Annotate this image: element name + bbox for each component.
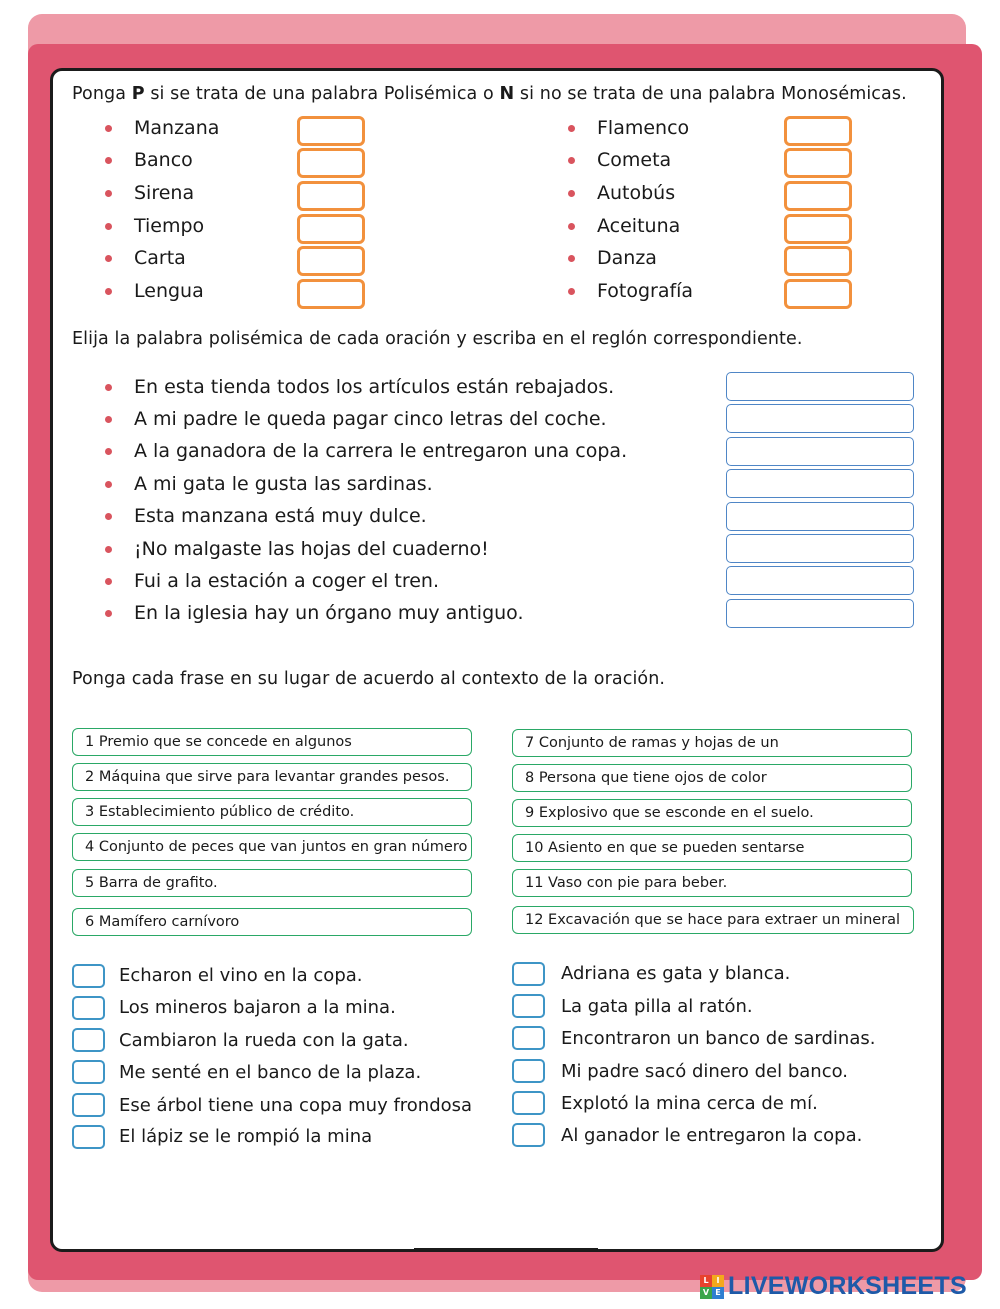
bullet-icon (105, 288, 112, 295)
bullet-icon (568, 255, 575, 262)
answer-field-4[interactable] (726, 469, 914, 498)
section1-instruction (72, 84, 907, 104)
context-sentence: Mi padre sacó dinero del banco. (561, 1061, 849, 1082)
sentence-text: A mi padre le queda pagar cinco letras del coche. (134, 408, 607, 430)
drop-target-right-3[interactable] (512, 1026, 545, 1050)
logo-text: LIVEWORKSHEETS (728, 1272, 967, 1300)
answer-input-manzana[interactable] (297, 116, 365, 146)
word-label: Manzana (134, 117, 220, 139)
answer-field-5[interactable] (726, 502, 914, 531)
bullet-icon (105, 416, 112, 423)
word-item (568, 247, 657, 269)
bullet-icon (105, 481, 112, 488)
sentence-item (105, 602, 524, 624)
answer-field-6[interactable] (726, 534, 914, 563)
context-sentence: La gata pilla al ratón. (561, 996, 753, 1017)
bullet-icon (568, 157, 575, 164)
bullet-icon (105, 255, 112, 262)
word-item (105, 117, 219, 139)
bullet-icon (105, 125, 112, 132)
answer-input-danza[interactable] (784, 246, 852, 276)
answer-input-autobus[interactable] (784, 181, 852, 211)
word-label: Tiempo (134, 215, 205, 237)
word-label: Sirena (134, 182, 195, 204)
logo-letter: I (712, 1275, 724, 1287)
answer-input-fotografia[interactable] (784, 279, 852, 309)
answer-input-aceituna[interactable] (784, 214, 852, 244)
answer-input-carta[interactable] (297, 246, 365, 276)
drop-target-right-5[interactable] (512, 1091, 545, 1115)
context-sentence: Al ganador le entregaron la copa. (561, 1125, 863, 1146)
answer-input-cometa[interactable] (784, 148, 852, 178)
answer-field-7[interactable] (726, 566, 914, 595)
bullet-icon (568, 125, 575, 132)
definition-card-2[interactable]: 2 Máquina que sirve para levantar grandes pesos. (72, 763, 472, 791)
bullet-icon (568, 288, 575, 295)
context-sentence: Adriana es gata y blanca. (561, 963, 791, 984)
word-label: Aceituna (597, 215, 681, 237)
drop-target-left-2[interactable] (72, 996, 105, 1020)
logo-letter: E (712, 1287, 724, 1299)
word-item (105, 247, 186, 269)
word-label: Autobús (597, 182, 676, 204)
instruction-bold-n: N (499, 84, 515, 104)
bullet-icon (105, 157, 112, 164)
definition-card-1[interactable]: 1 Premio que se concede en algunos (72, 728, 472, 756)
word-item (568, 280, 693, 302)
definition-card-7[interactable]: 7 Conjunto de ramas y hojas de un (512, 729, 912, 757)
definition-card-11[interactable]: 11 Vaso con pie para beber. (512, 869, 912, 897)
drop-target-left-6[interactable] (72, 1125, 105, 1149)
answer-field-3[interactable] (726, 437, 914, 466)
word-item (568, 149, 671, 171)
sentence-item (105, 440, 627, 462)
word-item (568, 215, 680, 237)
definition-card-9[interactable]: 9 Explosivo que se esconde en el suelo. (512, 799, 912, 827)
drop-target-right-1[interactable] (512, 962, 545, 986)
context-sentence: El lápiz se le rompió la mina (119, 1126, 373, 1147)
answer-input-banco[interactable] (297, 148, 365, 178)
drop-target-left-3[interactable] (72, 1028, 105, 1052)
context-sentence: Los mineros bajaron a la mina. (119, 997, 396, 1018)
sentence-text: En la iglesia hay un órgano muy antiguo. (134, 602, 524, 624)
word-item (105, 182, 194, 204)
sentence-item (105, 570, 439, 592)
sentence-text: ¡No malgaste las hojas del cuaderno! (134, 538, 489, 560)
drop-target-right-4[interactable] (512, 1059, 545, 1083)
sentence-text: En esta tienda todos los artículos están rebajados. (134, 376, 615, 398)
word-item (568, 117, 689, 139)
answer-input-sirena[interactable] (297, 181, 365, 211)
drop-target-right-2[interactable] (512, 994, 545, 1018)
answer-input-tiempo[interactable] (297, 214, 365, 244)
bullet-icon (105, 384, 112, 391)
drop-target-left-5[interactable] (72, 1093, 105, 1117)
bullet-icon (105, 190, 112, 197)
sentence-item (105, 505, 427, 527)
drop-target-right-6[interactable] (512, 1123, 545, 1147)
bullet-icon (568, 223, 575, 230)
drop-target-left-1[interactable] (72, 964, 105, 988)
bullet-icon (568, 190, 575, 197)
section2-instruction: Elija la palabra polisémica de cada oración y escriba en el reglón correspondiente. (72, 329, 803, 349)
bullet-icon (105, 610, 112, 617)
definition-card-3[interactable]: 3 Establecimiento público de crédito. (72, 798, 472, 826)
instruction-text: si se trata de una palabra Polisémica o (144, 84, 500, 104)
sentence-text: Fui a la estación a coger el tren. (134, 570, 439, 592)
answer-field-1[interactable] (726, 372, 914, 401)
answer-input-flamenco[interactable] (784, 116, 852, 146)
word-label: Carta (134, 247, 186, 269)
definition-card-8[interactable]: 8 Persona que tiene ojos de color (512, 764, 912, 792)
instruction-text: si no se trata de una palabra Monosémicas. (514, 84, 907, 104)
word-item (105, 215, 204, 237)
definition-card-12[interactable]: 12 Excavación que se hace para extraer un mineral (512, 906, 914, 934)
word-label: Cometa (597, 149, 672, 171)
logo-letter: L (700, 1275, 712, 1287)
word-label: Fotografía (597, 280, 694, 302)
context-sentence: Ese árbol tiene una copa muy frondosa (119, 1095, 473, 1116)
word-label: Lengua (134, 280, 204, 302)
instruction-text: Ponga (72, 84, 132, 104)
word-label: Flamenco (597, 117, 690, 139)
sentence-text: Esta manzana está muy dulce. (134, 505, 427, 527)
word-item (568, 182, 675, 204)
sentence-item (105, 538, 489, 560)
bullet-icon (105, 448, 112, 455)
context-sentence: Echaron el vino en la copa. (119, 965, 363, 986)
word-item (105, 280, 204, 302)
definition-card-5[interactable]: 5 Barra de grafito. (72, 869, 472, 897)
word-label: Banco (134, 149, 193, 171)
logo-letter: V (700, 1287, 712, 1299)
sentence-item (105, 408, 607, 430)
bullet-icon (105, 578, 112, 585)
instruction-bold-p: P (131, 84, 145, 104)
word-item (105, 149, 193, 171)
sentence-item (105, 376, 614, 398)
context-sentence: Me senté en el banco de la plaza. (119, 1062, 422, 1083)
sentence-text: A mi gata le gusta las sardinas. (134, 473, 433, 495)
footer-divider (414, 1248, 598, 1251)
drop-target-left-4[interactable] (72, 1060, 105, 1084)
context-sentence: Encontraron un banco de sardinas. (561, 1028, 876, 1049)
sentence-text: A la ganadora de la carrera le entregaron una copa. (134, 440, 628, 462)
answer-input-lengua[interactable] (297, 279, 365, 309)
liveworksheets-logo-icon (700, 1275, 724, 1299)
definition-card-6[interactable]: 6 Mamífero carnívoro (72, 908, 472, 936)
bullet-icon (105, 546, 112, 553)
sentence-item (105, 473, 433, 495)
word-label: Danza (597, 247, 657, 269)
definition-card-10[interactable]: 10 Asiento en que se pueden sentarse (512, 834, 912, 862)
answer-field-2[interactable] (726, 404, 914, 433)
definition-card-4[interactable]: 4 Conjunto de peces que van juntos en gran número (72, 833, 472, 861)
answer-field-8[interactable] (726, 599, 914, 628)
context-sentence: Explotó la mina cerca de mí. (561, 1093, 818, 1114)
bullet-icon (105, 513, 112, 520)
liveworksheets-logo[interactable] (700, 1272, 967, 1301)
bullet-icon (105, 223, 112, 230)
context-sentence: Cambiaron la rueda con la gata. (119, 1030, 409, 1051)
section3-instruction: Ponga cada frase en su lugar de acuerdo al contexto de la oración. (72, 669, 666, 689)
